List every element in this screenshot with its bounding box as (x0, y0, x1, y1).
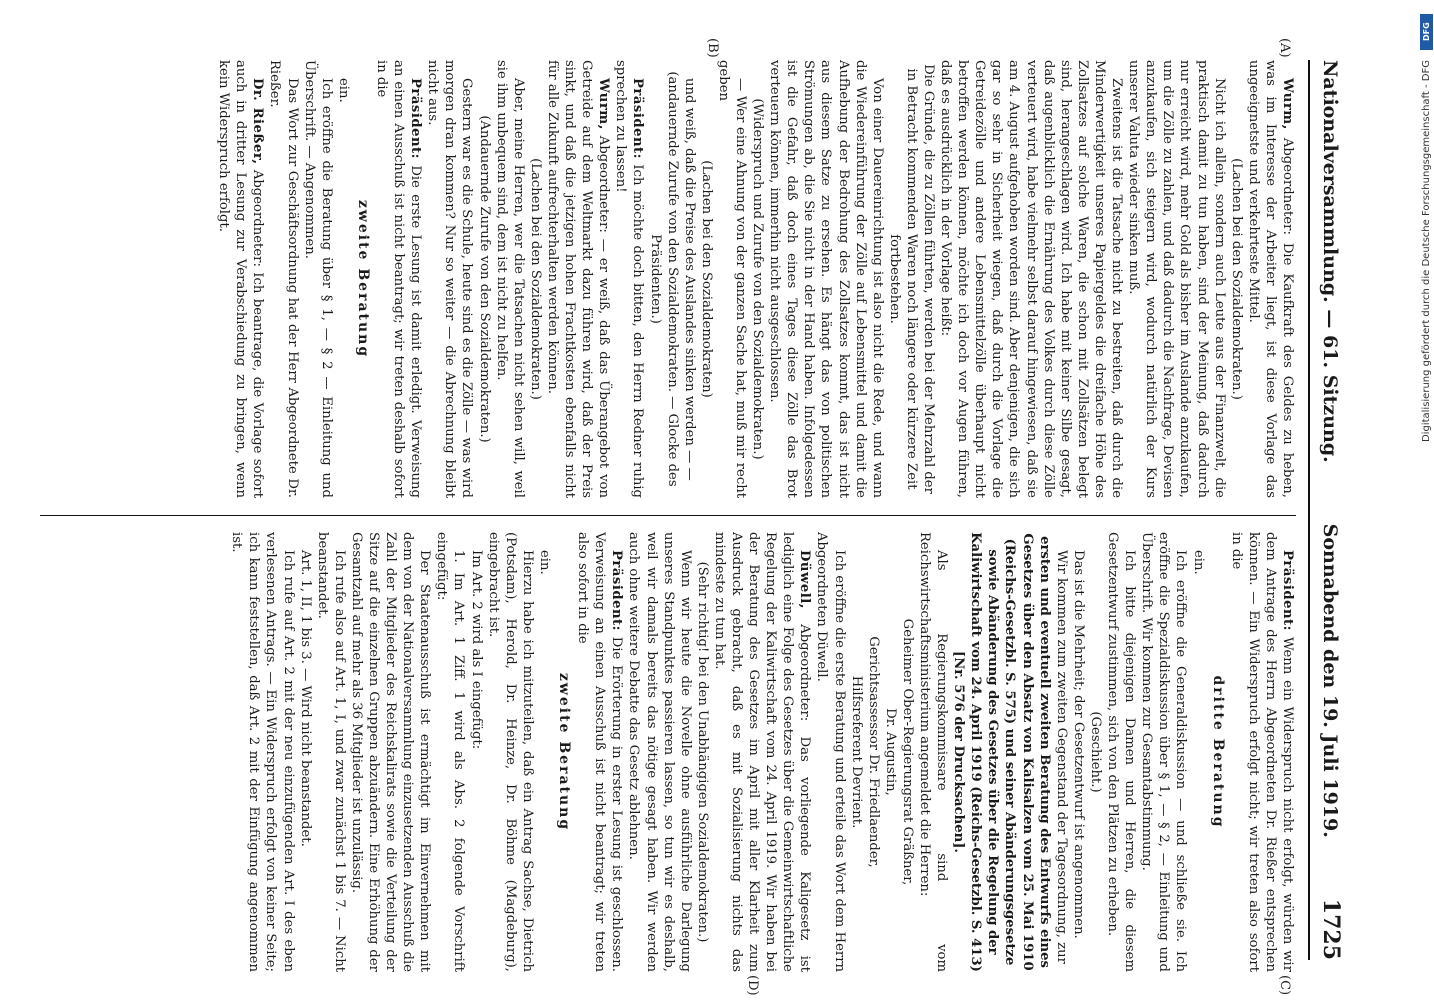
paragraph (215, 60, 266, 498)
paragraph-text: Ich bitte diejenigen Damen und Herren, die diesem Gesetzentwurf zustimmen, sich von den Plätzen zu erheben. (1105, 532, 1138, 972)
paragraph (1245, 60, 1296, 498)
paragraph-text: Abgeordneter: Ich beantrage, die Vorlage sofort auch in dritter Lesung zur Verabschiedung zu bringen, wenn kein Widerspruch erfolgt. (216, 60, 266, 498)
paragraph-text: Wenn ein Widerspruch nicht erfolgt, würden wir dem Antrage des Herrn Abgeordneten Dr. Rießer entsprechen können. — Ein Widerspruch erfolgt nicht; wir treten also sofort in die (1228, 532, 1295, 972)
paragraph (681, 60, 698, 498)
paragraph (544, 60, 612, 498)
paragraph-text: Abgeordneter: — er weiß, daß das Überangebot von Getreide auf dem Weltmarkt dazu führen wird, daß der Preis sinkt, und daß die jetzigen hohen Frachtkosten ebenfalls nicht für alle Zukunft aufrechterhalten werden können. (544, 60, 612, 498)
margin-marker-c: (C) (1277, 975, 1292, 996)
paragraph (1138, 532, 1189, 972)
paragraph (493, 60, 527, 498)
speaker-name: Dr. Rießer, (250, 78, 266, 165)
paragraph (485, 532, 536, 972)
interjection: Die Gründe, die zu Zöllen führten, werden bei der Mehrzahl der in Betracht kommenden Waren noch längere oder kürzere Zeit fortbestehen. (886, 64, 937, 494)
speaker-name: Präsident: (1280, 550, 1295, 632)
paragraph-text: ein. (335, 78, 351, 103)
interjection: (Widerspruch und Zurufe von den Sozialdemokraten.) (750, 98, 766, 460)
agenda-item: ersten und eventuell zweiten Beratung des Entwurfs eines Gesetzes über den Absatz von Kalisalzen vom 25. Mai 1910 (Reichs-Gesetzbl. S. 575) und seiner Abänderungsgesetze sowie Abänderung des Gesetzes über die Regelung der Kaliwirtschaft vom 24. April 1919 (Reichs-Gesetzbl. S. 413) [Nr. 576 der Drucksachen]. (951, 532, 1052, 972)
interjection: (Sehr richtig! bei den Unabhängigen Sozialdemokraten.) (694, 561, 710, 943)
paragraph (314, 532, 348, 972)
right-column (40, 532, 1296, 972)
paragraph (1104, 532, 1138, 972)
paragraph (916, 532, 950, 972)
paragraph-text: und weiß, daß die Preise des Auslandes sinken werden — — (681, 78, 697, 481)
speaker-name: Präsident: (408, 78, 424, 160)
paragraph-text: Das Wort zur Geschäftsordnung hat der Herr Abgeordnete Dr. Rießer. (267, 60, 300, 498)
interjection: (Lachen bei den Sozialdemokraten.) (1228, 158, 1244, 400)
interjection: Hilfsreferent Devrient. (848, 675, 864, 829)
speaker-name: Präsident: (609, 550, 625, 632)
interjection: Gerichtsassessor Dr. Friedlaender, (865, 636, 881, 868)
interjection: (Lachen bei den Sozialdemokraten) (698, 160, 714, 398)
paragraph (574, 532, 625, 972)
paragraph (625, 532, 693, 972)
paragraph-text: Die Erörterung in erster Lesung ist geschlossen. Verweisung an einen Ausschuß ist nicht beantragt; wir treten also sofort in die (575, 532, 625, 972)
digitization-note: Digitalisierung gefördert durch die Deutsche Forschungsgemeinschaft - DFG (1421, 60, 1432, 443)
interjection: Dr. Augustin, (882, 708, 898, 796)
paragraph-text: Aber, meine Herren, wer die Tatsachen nicht sehen will, weil sie ihm unbequem sind, dem ist nicht zu helfen. (493, 60, 526, 498)
paragraph (1125, 60, 1228, 498)
speaker-name: Düwell, (797, 550, 813, 609)
paragraph-text: Ich eröffne die Generaldiskussion — und schließe sie. Ich eröffne die Spezialdiskussion über § 1, — § 2, — Einleitung und Überschrift. Wir kommen zur Gesamtabstimmung. (1139, 532, 1189, 972)
paragraph-text: Nicht ich allein, sondern auch Leute aus der Finanzwelt, die praktisch damit zu tun haben, sind der Meinung, daß dadurch nur erreicht wird, mehr Gold als bisher im Auslande anzukaufen, um die Zölle zu zahlen, und daß dadurch die Nachfrage, Devisen anzukaufen, sich steigern wird, wodurch natürlich der Kurs unserer Valuta wieder sinken muß. (1126, 60, 1227, 498)
paragraph (373, 60, 424, 498)
paragraph-text: ein. (1190, 550, 1206, 575)
paragraph-text: Die erste Lesung ist damit erledigt. Verweisung an einen Ausschuß ist nicht beantragt; wir treten deshalb sofort in die (374, 60, 424, 498)
paragraph-text: 1. Im Art. 1 Ziff. 1 wird als Abs. 2 folgende Vorschrift eingefügt: (434, 532, 467, 972)
paragraph (937, 60, 1125, 498)
paragraph-text: Als Regierungskommissare sind vom Reichswirtschaftsministerium angemeldet die Herren: (917, 532, 950, 972)
paragraph-text: Wenn wir heute die Novelle ohne ausführliche Darlegung unseres Standpunktes passieren lassen, so tun wir es deshalb, weil wir damals bereits das nötige gesagt haben. Wir werden auch ohne weitere Debatte das Gesetz ablehnen. (626, 532, 693, 972)
section-heading: zweite Beratung (354, 199, 371, 359)
paragraph-text: Zweitens ist die Tatsache nicht zu bestreiten, daß durch die Minderwertigkeit unseres Papiergeldes die dreifache Höhe des Zollsatzes auf solche Waren, die schon mit Zollsätzen belegt sind, herangeschlagen wird. Ich habe mit keiner Silbe gesagt, daß augenblicklich die Ernährung des Volkes durch diese Zölle verteuert wird, habe vielmehr selbst darauf hingewiesen, daß sie am 4. August aufgehoben worden sind. Aber denjenigen, die sich gar so sehr in Sicherheit wiegen, daß durch die Vorlage die Getreidezölle und andere Lebensmittelzölle überhaupt nicht betroffen werden können, möchte ich doch vor Augen führen, daß es ausdrücklich in der Vorlage heißt: (938, 60, 1125, 498)
paragraph-text: Ich möchte doch bitten, den Herrn Redner ruhig sprechen zu lassen! (613, 60, 646, 498)
paragraph-text: Ich rufe also auf Art. 1, I, und zwar zunächst 1 bis 7. — Nicht beanstandet. (314, 532, 347, 972)
paragraph-text: Gestern war es die Schule, heute sind es die Zölle — was wird morgen dran kommen? Nur so weiter — die Abrechnung bleibt nicht aus. (425, 60, 475, 498)
paragraph-text: Hierzu habe ich mitzuteilen, daß ein Antrag Sachse, Dietrich (Potsdam), Herold, Dr. Heinze, Dr. Böhme (Magdeburg), eingebracht ist. (485, 532, 535, 972)
interjection: (Lachen bei den Sozialdemokraten.) (527, 158, 543, 400)
paragraph-text: — Wer eine Ahnung von der ganzen Sache hat, muß mir recht geben (715, 60, 748, 498)
section-heading: dritte Beratung (1209, 675, 1226, 829)
left-column (40, 60, 1296, 498)
paragraph-text: ein. (536, 550, 552, 575)
speaker-name: Präsident: (630, 78, 646, 160)
column-divider (40, 515, 1296, 516)
page-header (1308, 60, 1344, 960)
paragraph (1189, 532, 1206, 972)
header-date: Sonnabend den 19. Juli 1919. (1319, 523, 1341, 838)
paragraph (266, 60, 300, 498)
paragraph (424, 60, 475, 498)
paragraph-text: Im Art. 2 wird als I eingefügt: (468, 550, 484, 750)
interjection: (Andauernde Zurufe von den Sozialdemokraten.) (476, 115, 492, 443)
margin-marker-a: (A) (1277, 38, 1292, 58)
speaker-name: Wurm, (1280, 78, 1295, 130)
paragraph (813, 532, 847, 972)
header-session: Nationalversammlung. — 61. Sitzung. (1319, 60, 1341, 463)
paragraph (536, 532, 553, 972)
paragraph (1053, 532, 1070, 972)
paragraph (433, 532, 467, 972)
paragraph (348, 532, 433, 972)
section-heading: zweite Beratung (556, 672, 573, 832)
paragraph-text: Ich eröffne die erste Beratung und erteile das Wort dem Herrn Abgeordneten Düwell. (814, 532, 847, 972)
paragraph-text: Abgeordneter: Das vorliegende Kaligesetz ist lediglich eine Folge des Gesetzes über die Gemeinwirtschaftliche Regelung der Kaliwirtschaft vom 24. April 1919. Wir haben bei der Beratung des Gesetzes im April mit aller Klarheit zum Ausdruck gebracht, daß es mit Sozialisierung nichts das mindeste zu tun hat. (711, 532, 813, 972)
paragraph (297, 532, 314, 972)
margin-marker-b: (B) (705, 38, 720, 58)
paragraph-text: Ich eröffne die Beratung über § 1, — § 2 — Einleitung und Überschrift. — Angenommen. (301, 60, 334, 498)
paragraph-text: Ich rufe auf Art. 2 mit der neu einzufügenden Art. I des eben verlesenen Antrags. — Ein Widerspruch erfolgt von keiner Seite; ich kann feststellen, daß Art. 2 mit der Einfügung angenommen ist. (229, 532, 296, 972)
interjection: Geheimer Ober-Regierungsrat Gräßner, (899, 618, 915, 886)
paragraph-text: Abgeordneter: Die Kaufkraft des Geldes zu heben, was im Interesse der Arbeiter liegt, ist diese Vorlage das ungeeignetste und verkehrteste Mittel. (1245, 60, 1295, 498)
paragraph (612, 60, 646, 498)
paragraph-text: Das ist die Mehrheit; der Gesetzentwurf ist angenommen. (1070, 550, 1086, 939)
paragraph (301, 60, 335, 498)
paragraph (766, 60, 886, 498)
dfg-logo: DFG (1420, 14, 1433, 50)
interjection: (andauernde Zurufe von den Sozialdemokraten. — Glocke des Präsidenten.) (647, 71, 680, 487)
page-number: 1725 (1318, 898, 1344, 960)
paragraph-text: Art. 1, II, 1 bis 3. — Wird nicht beanstandet. (297, 550, 313, 847)
paragraph (715, 60, 749, 498)
paragraph (228, 532, 296, 972)
paragraph (468, 532, 485, 972)
paragraph-text: Der Staatenausschuß ist ermächtigt im Einvernehmen mit dem von der Nationalversammlung einzusetzenden Ausschuß die Zahl der Mitglieder des Reichskalirats sowie die Verteilung der Sitze auf die einzelnen Gruppen abzuändern. Eine Erhöhung der Gesamtzahl auf mehr als 36 Mitglieder ist unzulässig. (348, 532, 433, 972)
paragraph (711, 532, 814, 972)
interjection: (Geschieht.) (1087, 711, 1103, 793)
speaker-name: Wurm, (596, 78, 612, 130)
paragraph-text: Von einer Dauereinrichtung ist also nicht die Rede, und wann die Wiedereinführung der Zölle auf Lebensmittel und damit die Aufhebung der Bedrohung des Zollsatzes kommt, das ist nicht aus diesem Satze zu ersehen. Es hängt das von politischen Strömungen ab, die Sie nicht in der Hand haben. Infolgedessen ist die Gefahr, daß doch eines Tages diese Zölle das Brot verteuern können, immerhin nicht ausgeschlossen. (767, 60, 885, 498)
margin-marker-d: (D) (745, 975, 760, 996)
paragraph (1070, 532, 1087, 972)
paragraph (1228, 532, 1296, 972)
paragraph (335, 60, 352, 498)
paragraph-text: Wir kommen zum zweiten Gegenstand der Tagesordnung, zur (1053, 550, 1069, 964)
